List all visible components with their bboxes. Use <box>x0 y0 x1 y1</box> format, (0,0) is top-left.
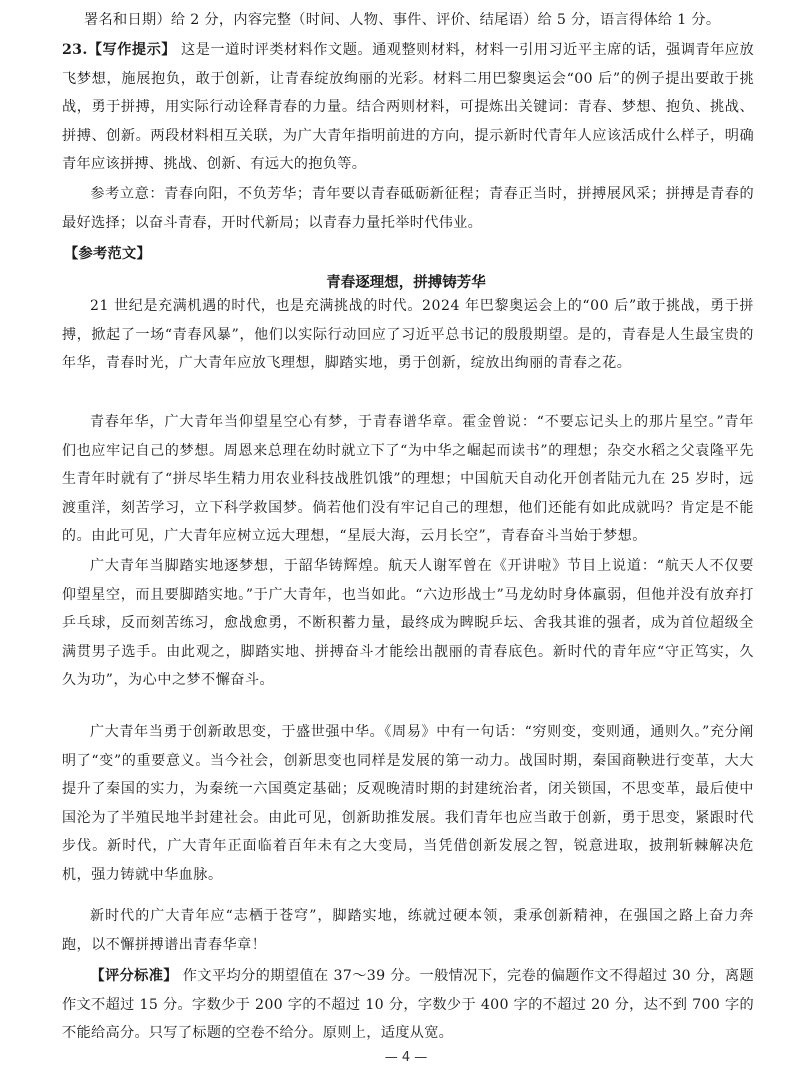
page-number: — 4 — <box>384 1050 428 1065</box>
writing-hint-tag: 【写作提示】 <box>87 42 176 58</box>
essay-paragraph-3: 广大青年当脚踏实地逐梦想，于韶华铸辉煌。航天人谢军曾在《开讲啦》节目上说道：“航天人不仅要仰望星空，而且要脚踏实地。”于广大青年，也当如此。“六边形战士”马龙幼时身体羸弱，但他并没有放弃打乒乓球，反而刻苦练习，愈战愈勇，不断积蓄力量，最终成为睥睨乒坛、舍我其谁的强者，成为首位超级全满贯男子选手。由此观之，脚踏实地、拼搏奋斗才能绘出靓丽的青春底色。新时代的青年应“守正笃实，久久为功”，为心中之梦不懈奋斗。 <box>62 558 754 689</box>
essay-paragraph-5: 新时代的广大青年应“志栖于苍穹”，脚踏实地，练就过硬本领，秉承创新精神，在强国之路上奋力奔跑，以不懈拼搏谱出青春华章！ <box>62 908 754 953</box>
grading-standard-text: 作文平均分的期望值在 37～39 分。一般情况下，完卷的偏题作文不得超过 30 分，离题作文不超过 15 分。字数少于 200 字的不超过 10 分，字数少于 400 字的不超过 20 分，达不到 700 字的不能给高分。只写了标题的空卷不给分。原则上，适度从宽。 <box>62 968 755 1042</box>
essay-title: 青春逐理想，拼搏铸芳华 <box>326 275 486 291</box>
writing-hint-text: 这是一道时评类材料作文题。通观整则材料，材料一引用习近平主席的话，强调青年应放飞梦想，施展抱负，敢于创新，让青春绽放绚丽的光彩。材料二用巴黎奥运会“00 后”的例子提出要敢于挑战，勇于拼搏，用实际行动诠释青春的力量。结合两则材料，可提炼出关键词：青春、梦想、抱负、挑战、拼搏、创新。两段材料相互关联，为广大青年指明前进的方向，提示新时代青年人应该活成什么样子，明确青年应该拼搏、挑战、创新、有远大的抱负等。 <box>62 42 755 173</box>
essay-paragraph-2: 青春年华，广大青年当仰望星空心有梦，于青春谱华章。霍金曾说：“不要忘记头上的那片星空。”青年们也应牢记自己的梦想。周恩来总理在幼时就立下了“为中华之崛起而读书”的理想；杂交水稻之父袁隆平先生青年时就有了“拼尽毕生精力用农业科技战胜饥饿”的理想；中国航天自动化开创者陆元九在 25 岁时，远渡重洋，刻苦学习，立下科学救国梦。倘若他们没有牢记自己的理想，他们还能有如此成就吗？肯定是不能的。由此可见，广大青年应树立远大理想，“星辰大海，云月长空”，青春奋斗当始于梦想。 <box>62 414 754 545</box>
reference-points: 参考立意：青春向阳，不负芳华；青年要以青春砥砺新征程；青春正当时，拼搏展风采；拼搏是青春的最好选择；以奋斗青春，开时代新局；以青春力量托举时代伟业。 <box>62 186 754 231</box>
essay-paragraph-1: 21 世纪是充满机遇的时代，也是充满挑战的时代。2024 年巴黎奥运会上的“00 后”敢于挑战，勇于拼搏，掀起了一场“青春风暴”，他们以实际行动回应了习近平总书记的殷殷期望。是的，青春是人生最宝贵的年华，青春时光，广大青年应放飞理想，脚踏实地，勇于创新，绽放出绚丽的青春之花。 <box>62 298 754 372</box>
question-number: 23. <box>62 42 88 58</box>
grading-standard <box>62 962 754 1048</box>
scoring-note-line: 署名和日期）给 2 分，内容完整（时间、人物、事件、评价、结尾语）给 5 分，语言得体给 1 分。 <box>84 12 721 28</box>
question-23-writing-hint <box>62 36 754 179</box>
essay-paragraph-4: 广大青年当勇于创新敢思变，于盛世强中华。《周易》中有一句话：“穷则变，变则通，通则久。”充分阐明了“变”的重要意义。当今社会，创新思变也同样是发展的第一动力。战国时期，秦国商鞅进行变革，大大提升了秦国的实力，为秦统一六国奠定基础；反观晚清时期的封建统治者，闭关锁国，不思变革，最后使中国沦为了半殖民地半封建社会。由此可见，创新助推发展。我们青年也应当敢于创新，勇于思变，紧跟时代步伐。新时代，广大青年正面临着百年未有之大变局，当凭借创新发展之智，锐意进取，披荆斩棘解决危机，强力铸就中华血脉。 <box>62 724 754 883</box>
grading-standard-tag: 【评分标准】 <box>90 968 178 984</box>
sample-essay-tag: 【参考范文】 <box>64 246 151 262</box>
